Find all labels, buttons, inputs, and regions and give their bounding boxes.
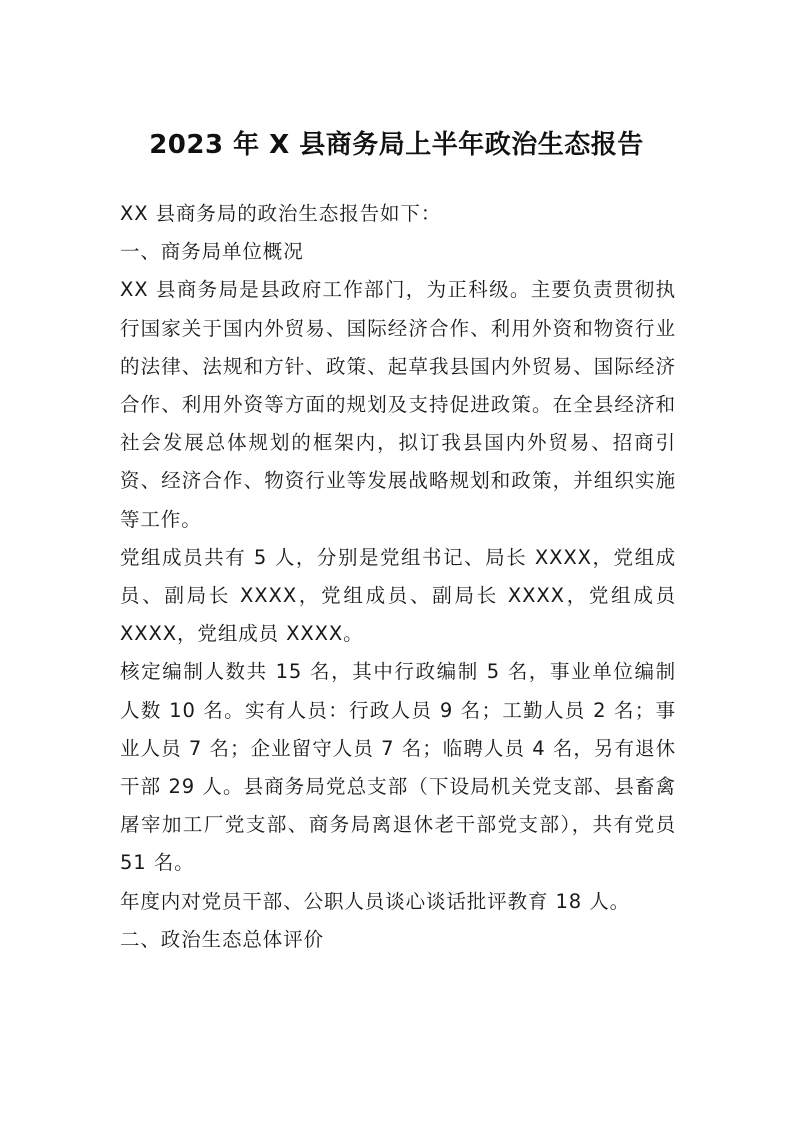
document-title: 2023 年 X 县商务局上半年政治生态报告 [149, 130, 644, 160]
intro-paragraph: XX 县商务局的政治生态报告如下： [120, 202, 442, 225]
party-members-paragraph: 党组成员共有 5 人，分别是党组书记、局长 XXXX，党组成员、副局长 XXXX，党组成员、副局长 XXXX，党组成员 XXXX，党组成员 XXXX。 [120, 545, 676, 646]
education-paragraph: 年度内对党员干部、公职人员谈心谈话批评教育 18 人。 [120, 889, 631, 913]
document-body [120, 195, 676, 959]
overview-paragraph: XX 县商务局是县政府工作部门，为正科级。主要负责贯彻执行国家关于国内外贸易、国际经济合作、利用外资和物资行业的法律、法规和方针、政策、起草我县国内外贸易、国际经济合作、利用外资等方面的规划及支持促进政策。在全县经济和社会发展总体规划的框架内，拟订我县国内外贸易、招商引资、经济合作、物资行业等发展战略规划和政策，并组织实施等工作。 [120, 278, 676, 531]
section-heading-1: 一、商务局单位概况 [120, 240, 304, 264]
section-heading-2: 二、政治生态总体评价 [120, 927, 325, 951]
staffing-paragraph: 核定编制人数共 15 名，其中行政编制 5 名，事业单位编制人数 10 名。实有人员：行政人员 9 名；工勤人员 2 名；事业人员 7 名；企业留守人员 7 名；临聘人员 4 名，另有退休干部 29 人。县商务局党总支部（下设局机关党支部、县畜禽屠宰加工厂党支部、商务局离退休老干部党支部），共有党员 51 名。 [120, 660, 676, 875]
